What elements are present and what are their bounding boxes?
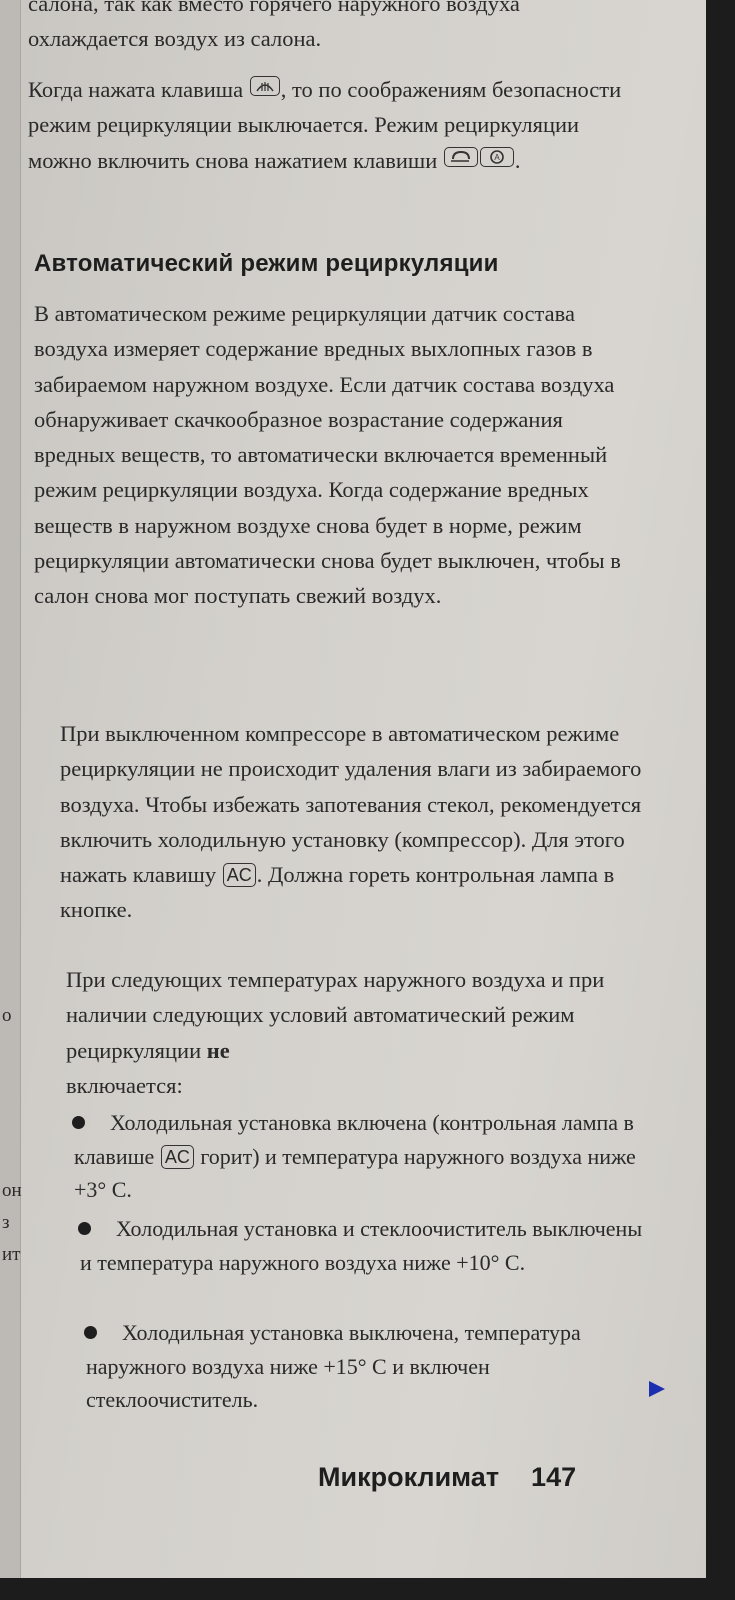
page-footer [318, 1462, 576, 1493]
previous-page-edge [0, 0, 21, 1578]
list-item [86, 1316, 642, 1417]
footer-section-title: Микроклимат [318, 1462, 500, 1492]
list-item [74, 1106, 644, 1207]
bullet-dot [72, 1116, 85, 1129]
edge-fragment: о [2, 1005, 12, 1026]
paragraph-recirculation-off [28, 72, 646, 178]
top-fragment [28, 0, 678, 57]
top-fragment-line1: салона, так как вместо горячего наружного воздуха [28, 0, 520, 16]
p3-text-a: При выключенном компрессоре в автоматическом режиме рециркуляции не происходит удаления влаги из забираемого воздуха. Чтобы избежать запотевания стекол, рекомендуется включить холодильную установку (компрессор). Для этого нажать клавишу [60, 721, 642, 888]
bullet-dot [78, 1222, 91, 1235]
svg-text:A: A [494, 152, 500, 162]
p3-text-b: . Должна гореть контрольная лампа в кнопке. [60, 862, 615, 923]
top-fragment-line2: охлаждается воздух из салона. [28, 26, 322, 52]
p4-text-a: При следующих температурах наружного воздуха и при наличии следующих условий автоматический режим рециркуляции [66, 967, 605, 1063]
bullet-dot [84, 1326, 97, 1339]
paragraph-compressor [60, 716, 672, 928]
paragraph-conditions [66, 962, 676, 1103]
list-item [80, 1212, 644, 1279]
p4-text-b: включается: [66, 1072, 183, 1098]
p1-text-b: , то по соображениям безопасности режим рециркуляции выключается. Режим рециркуляции можно включить снова нажатием клавиши [28, 77, 622, 173]
bullet-text-a: Холодильная установка включена (контрольная лампа в клавише [74, 1110, 634, 1169]
edge-fragment: з [2, 1212, 10, 1233]
recirculation-key-icon [448, 148, 474, 166]
recirculation-key [444, 147, 478, 167]
bullet-text-a: Холодильная установка выключена, температура наружного воздуха ниже +15° С и включен стеклоочиститель. [86, 1320, 581, 1412]
edge-fragment: он [2, 1180, 22, 1201]
p1-text-c: . [514, 147, 521, 173]
defrost-key [250, 76, 280, 96]
defrost-key-icon [254, 77, 276, 95]
p1-text-a: Когда нажата клавиша [28, 77, 244, 102]
ac-key: AC [223, 863, 256, 887]
paragraph-auto-mode: В автоматическом режиме рециркуляции датчик состава воздуха измеряет содержание вредных выхлопных газов в забираемом наружном воздухе. Если датчик состава воздуха обнаруживает скачкообразное возрастание содержания вредных веществ, то автоматически включается временный режим рециркуляции воздуха. Когда содержание вредных веществ в наружном воздухе снова будет в норме, режим рециркуляции автоматически снова будет выключен, чтобы в салон снова мог поступать свежий воздух. [34, 301, 621, 609]
bullet-text-a: Холодильная установка и стеклоочиститель выключены и температура наружного воздуха ниже +10° С. [80, 1216, 643, 1275]
bullet-text-b: горит) и температура наружного воздуха ниже +3° С. [74, 1143, 636, 1202]
next-page-arrow-icon [649, 1381, 665, 1397]
auto-recirculation-key [480, 147, 514, 167]
section-heading: Автоматический режим рециркуляции [34, 250, 499, 277]
page-number: 147 [531, 1462, 577, 1492]
ac-key: AC [161, 1145, 194, 1169]
edge-fragment: ит [2, 1244, 21, 1265]
p4-bold: не [206, 1037, 230, 1063]
auto-recirculation-key-icon [484, 148, 510, 166]
